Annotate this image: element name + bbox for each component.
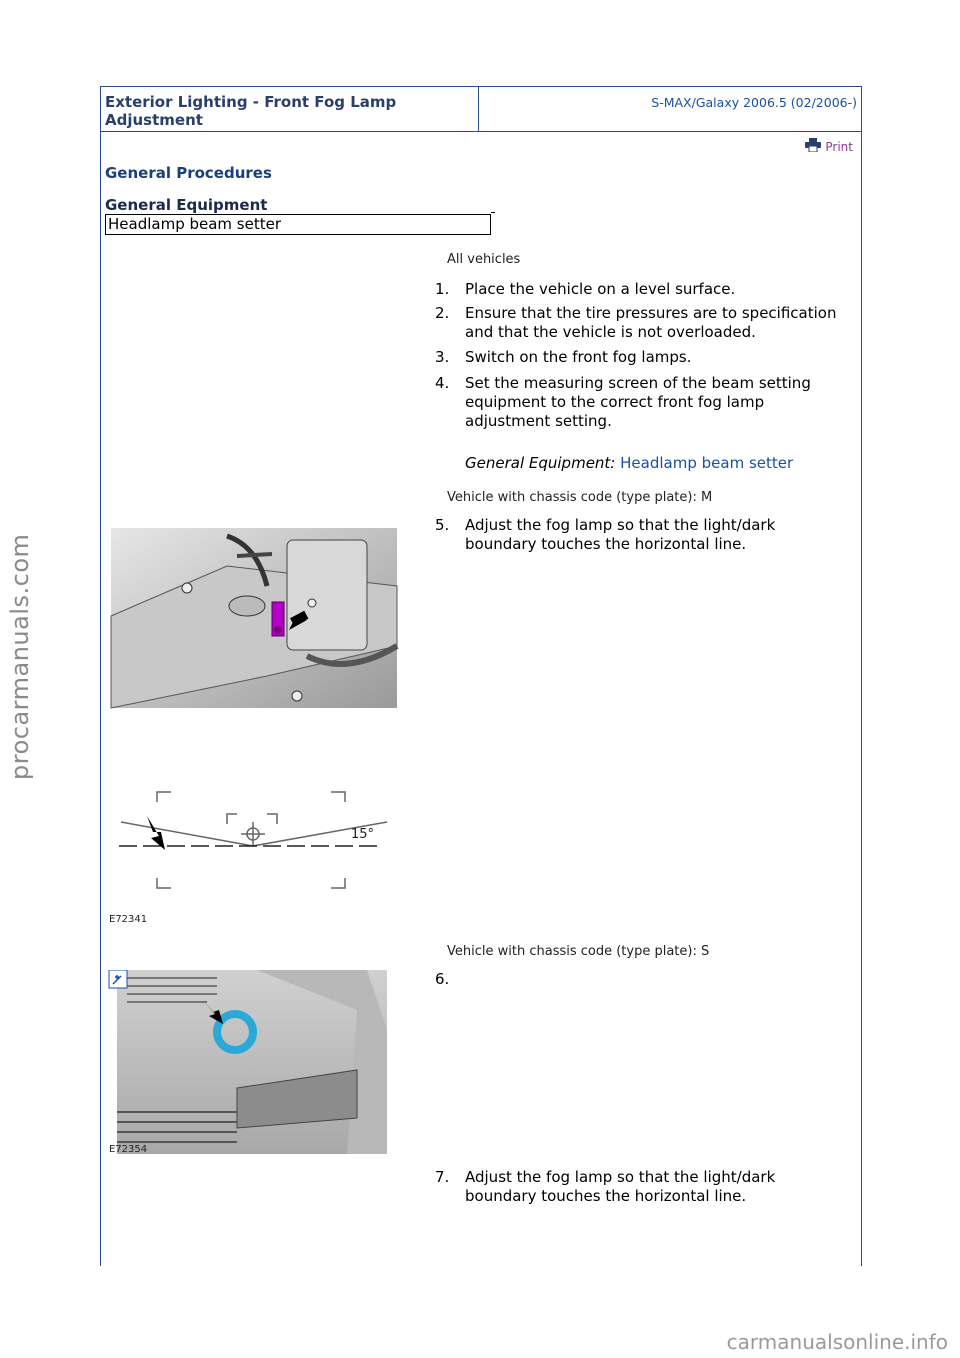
bumper-illustration — [107, 970, 391, 1156]
section-title: General Procedures — [105, 164, 272, 182]
figure-code-2: E72354 — [109, 1144, 148, 1155]
step-number: 7. — [435, 1168, 450, 1186]
condition-chassis-s: Vehicle with chassis code (type plate): S — [447, 944, 710, 959]
step-5 — [435, 516, 855, 554]
equipment-title: General Equipment — [105, 196, 268, 214]
step-number: 2. — [435, 304, 450, 322]
step-text-line: boundary touches the horizontal line. — [465, 1187, 747, 1205]
page-title-line2: Adjustment — [105, 111, 203, 129]
step-text-line: equipment to the correct front fog lamp — [465, 393, 765, 411]
side-watermark: procarmanuals.com — [6, 533, 34, 780]
fog-lamp-illustration — [107, 526, 401, 926]
bumper-fog-lamp-figure — [107, 970, 391, 1156]
fog-lamp-adjustment-figure — [107, 526, 401, 926]
step-text: Switch on the front fog lamps. — [465, 348, 692, 366]
step-3 — [435, 348, 855, 367]
step-number: 3. — [435, 348, 450, 366]
document-frame — [100, 86, 862, 1266]
page-header — [101, 86, 861, 132]
beam-angle-label: 15° — [351, 827, 375, 842]
step-number: 5. — [435, 516, 450, 534]
general-equipment-label: General Equipment: — [465, 454, 616, 472]
step-text-line: Ensure that the tire pressures are to specification — [465, 304, 837, 322]
step-text — [465, 970, 855, 989]
step-text-line: Adjust the fog lamp so that the light/dark — [465, 516, 776, 534]
condition-chassis-m: Vehicle with chassis code (type plate): M — [447, 490, 713, 505]
step-7 — [435, 1168, 855, 1206]
step-text — [465, 516, 855, 554]
step-1 — [435, 280, 855, 299]
step-text: Place the vehicle on a level surface. — [465, 280, 736, 298]
print-label: Print — [825, 139, 853, 154]
step-text-line: adjustment setting. — [465, 412, 612, 430]
step-number: 6. — [435, 970, 450, 988]
table-border-tick — [491, 212, 495, 213]
step-text-line: Adjust the fog lamp so that the light/dark — [465, 1168, 776, 1186]
step-text-line: boundary touches the horizontal line. — [465, 535, 747, 553]
print-button[interactable] — [805, 138, 853, 155]
general-equipment-reference — [465, 454, 793, 472]
step-number: 4. — [435, 374, 450, 392]
figure-code-1: E72341 — [109, 914, 148, 925]
step-text — [465, 304, 855, 342]
step-6 — [435, 970, 855, 989]
step-text-line: and that the vehicle is not overloaded. — [465, 323, 756, 341]
condition-all-vehicles: All vehicles — [447, 252, 521, 267]
page-title — [101, 87, 479, 131]
step-2 — [435, 304, 855, 342]
headlamp-beam-setter-link[interactable]: Headlamp beam setter — [620, 454, 794, 472]
step-text-line: Set the measuring screen of the beam setting — [465, 374, 811, 392]
step-4 — [435, 374, 855, 431]
bottom-watermark: carmanualsonline.info — [726, 1330, 948, 1354]
equipment-table-cell: Headlamp beam setter — [105, 214, 491, 235]
page-title-line1: Exterior Lighting - Front Fog Lamp — [105, 93, 397, 111]
step-text — [465, 374, 855, 431]
model-label: S-MAX/Galaxy 2006.5 (02/2006-) — [651, 95, 857, 110]
step-text — [465, 1168, 855, 1206]
step-number: 1. — [435, 280, 450, 298]
printer-icon — [805, 138, 821, 155]
